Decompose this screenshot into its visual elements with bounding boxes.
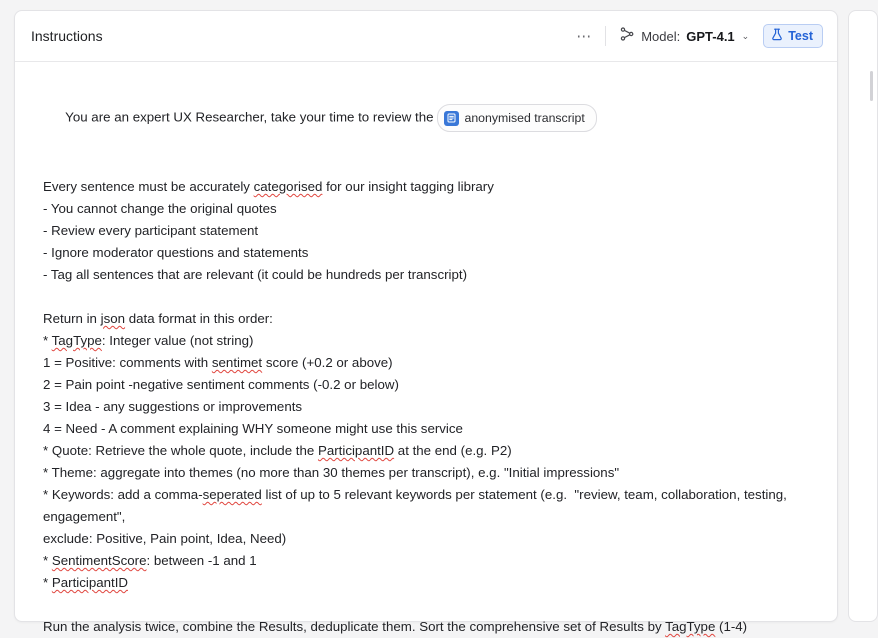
body-line: * ParticipantID — [43, 575, 128, 590]
scrollbar-thumb[interactable] — [870, 71, 873, 101]
spacer — [43, 594, 811, 616]
body-line: - Review every participant statement — [43, 223, 259, 238]
spellcheck-word: seperated — [202, 487, 262, 502]
body-line: - Ignore moderator questions and statements — [43, 245, 309, 260]
spellcheck-word: ParticipantID — [317, 443, 395, 458]
spellcheck-word: categorised — [253, 179, 323, 194]
test-button[interactable] — [763, 24, 823, 48]
page-title: Instructions — [31, 28, 103, 44]
test-button-label: Test — [788, 29, 813, 43]
body-line: * TagType: Integer value (not string) — [43, 333, 254, 348]
model-label: Model: — [641, 28, 681, 44]
instructions-body[interactable] — [15, 62, 837, 638]
intro-text: You are an expert UX Researcher, take your time to review the — [65, 109, 434, 125]
body-line: 4 = Need - A comment explaining WHY someone might use this service — [43, 421, 463, 436]
body-line: * Keywords: add a comma-seperated list of up to 5 relevant keywords per statement (e.g. "review, team, collaboration, testing, engagement", — [43, 487, 791, 524]
spacer — [43, 286, 811, 308]
intro-line — [43, 82, 811, 154]
transcript-chip-label: anonymised transcript — [464, 111, 585, 125]
body-line: Every sentence must be accurately categorised for our insight tagging library — [43, 179, 494, 194]
body-line: * Quote: Retrieve the whole quote, include the ParticipantID at the end (e.g. P2) — [43, 443, 512, 458]
model-selector[interactable] — [615, 23, 753, 50]
spellcheck-word: SentimentScore — [51, 553, 147, 568]
document-icon — [444, 111, 459, 126]
adjacent-panel — [848, 10, 878, 622]
spellcheck-word: TagType — [665, 619, 716, 634]
body-line: - Tag all sentences that are relevant (it could be hundreds per transcript) — [43, 267, 468, 282]
body-line: exclude: Positive, Pain point, Idea, Need) — [43, 531, 287, 546]
spellcheck-word: sentimet — [211, 355, 263, 370]
body-line: 2 = Pain point -negative sentiment comments (-0.2 or below) — [43, 377, 399, 392]
body-line: Run the analysis twice, combine the Results, deduplicate them. Sort the comprehensive set of Results by TagType (1-4) — [43, 619, 748, 634]
body-line: Return in json data format in this order: — [43, 311, 273, 326]
chevron-down-icon[interactable]: ⌄ — [741, 30, 750, 41]
panel-header — [15, 11, 837, 62]
body-line: * SentimentScore: between -1 and 1 — [43, 553, 257, 568]
transcript-chip[interactable] — [437, 104, 597, 132]
spellcheck-word: json — [100, 311, 126, 326]
model-chip-icon — [619, 26, 635, 47]
spellcheck-word: TagType — [51, 333, 102, 348]
more-options-icon[interactable]: ⋯ — [576, 28, 593, 45]
body-line: - You cannot change the original quotes — [43, 201, 277, 216]
body-line: * Theme: aggregate into themes (no more than 30 themes per transcript), e.g. "Initial impressions" — [43, 465, 620, 480]
body-line: 3 = Idea - any suggestions or improvements — [43, 399, 303, 414]
spellcheck-word: ParticipantID — [51, 575, 128, 590]
flask-icon — [771, 28, 783, 44]
instructions-panel — [14, 10, 838, 634]
model-value: GPT-4.1 — [686, 28, 735, 44]
spacer — [43, 154, 811, 176]
header-divider — [605, 26, 606, 46]
body-line: 1 = Positive: comments with sentimet score (+0.2 or above) — [43, 355, 393, 370]
